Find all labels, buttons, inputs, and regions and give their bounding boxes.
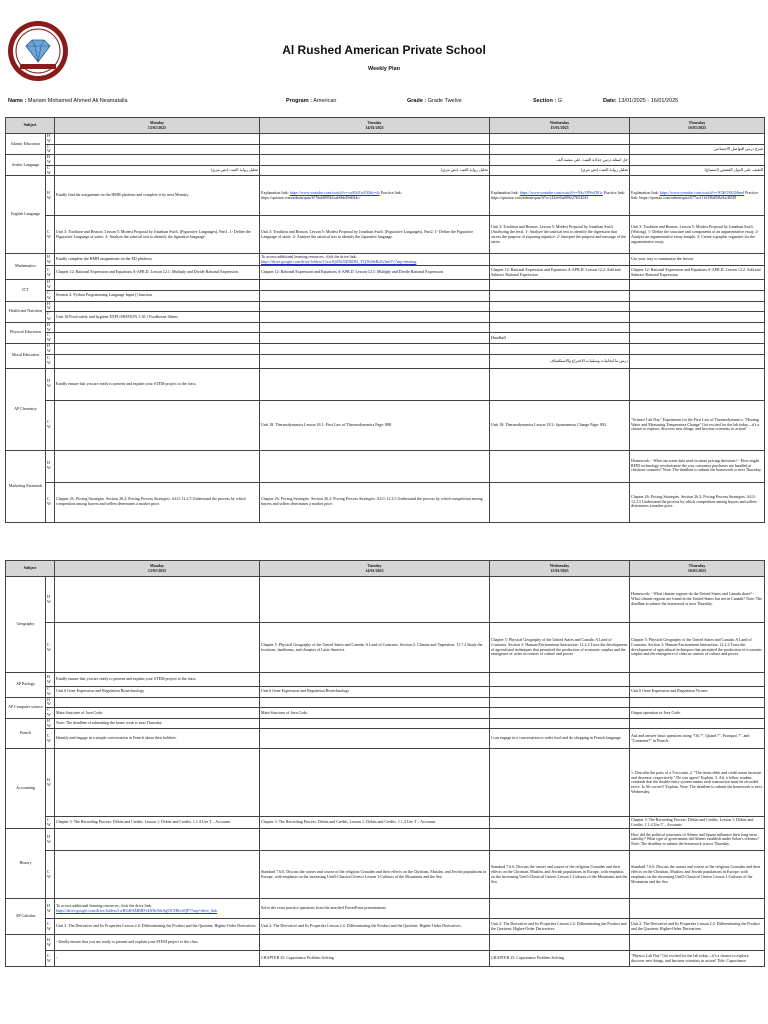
drive-link[interactable]: https://www.youtube.com/watch?v=N3KO3K2Hnnd bbox=[659, 190, 745, 196]
hw-cell bbox=[260, 749, 490, 817]
hw-label: HW bbox=[46, 176, 55, 216]
cw-cell bbox=[55, 354, 260, 368]
hw-cell: حل اسئلة درس جذاذة العيث على منصة ألف bbox=[490, 155, 630, 166]
day-header: Wednesday 15/01/2025 bbox=[490, 118, 630, 134]
cw-cell bbox=[55, 333, 260, 344]
cw-cell bbox=[630, 354, 765, 368]
cw-cell: Standard 7.6.6. Discuss the causes and course of the religious Crusades and their effects on the Christian, Muslim, and Jewish populations in Europe, with emphasis on the increasing Unit5:Classical Greece Lesson 1:Cultures of the Mountains and the Sea bbox=[260, 851, 490, 899]
table-row bbox=[6, 354, 765, 368]
hw-cell bbox=[55, 343, 260, 354]
cw-cell: Chapter 12: Rational Expression and Equations A-APR.D. Lesson 12.1: Multiply and Divide Rational Expression. bbox=[55, 266, 260, 280]
hw-cell bbox=[260, 301, 490, 312]
cw-label: CW bbox=[46, 266, 55, 280]
hw-cell: How did the political structures of Athens and Sparta influence their long-term stability? What type of government did Athens establish under Solon's reforms? Note: The deadline to submit the homework is next Thursday. bbox=[630, 829, 765, 851]
subject-name bbox=[6, 935, 46, 967]
hw-cell bbox=[260, 155, 490, 166]
hw-cell bbox=[260, 935, 490, 951]
cw-label: CW bbox=[46, 354, 55, 368]
hw-cell bbox=[490, 899, 630, 919]
table-row bbox=[6, 851, 765, 899]
cw-cell bbox=[490, 687, 630, 698]
hw-cell bbox=[260, 673, 490, 687]
table-row bbox=[6, 254, 765, 266]
hw-cell: Explanation link: https://www.youtube.com/watch?v=N3KO3K2Hnnd Practice link: https://quizizz.com/admin/quiz/677ac111d196d92bfb246581 bbox=[630, 176, 765, 216]
weekly-plan-table-page2 bbox=[5, 560, 765, 967]
subject-name: Accounting bbox=[6, 749, 46, 829]
hw-cell bbox=[630, 155, 765, 166]
table-row bbox=[6, 266, 765, 280]
cw-cell: Main Structure of Java Code. bbox=[55, 708, 260, 719]
cw-cell: CHAPTER 25: Capacitance Problem Solving bbox=[260, 951, 490, 967]
day-header: Tuesday 14/01/2025 bbox=[260, 561, 490, 577]
hw-cell: To access additional learning resources, click the drive link: https://drive.google.com/drive/folders/13cwfQtf50J4DI0JB2_YQTbMeRcKi3mOV?usp=sharing bbox=[260, 254, 490, 266]
cw-cell bbox=[490, 290, 630, 301]
cw-cell: Chapter 5: Physical Geography of the United States and Canada: A Land of Contrasts. Section 3: Human-Environment Interaction. 12.2.2 Trace the development of agricultural techniques that permitted the production of economic surplus and the emergence of cities as centers of culture and power. bbox=[490, 623, 630, 673]
subject-name: Arabic Language bbox=[6, 155, 46, 176]
cw-cell bbox=[55, 851, 260, 899]
cw-cell bbox=[630, 333, 765, 344]
cw-cell: I can engage in a conversation to order food and do shopping in French language. bbox=[490, 729, 630, 749]
table-row bbox=[6, 216, 765, 254]
cw-cell: درس ما ايجابيات وسلبيات الاختراع والاستكشاف bbox=[490, 354, 630, 368]
cw-cell: Unit 18: Thermodynamics Lesson 18.2: Spontaneous Change Page: 892. bbox=[490, 400, 630, 450]
table-row bbox=[6, 935, 765, 951]
cw-cell bbox=[55, 144, 260, 155]
hw-cell bbox=[490, 718, 630, 729]
cw-cell: Identify and engage in a simple conversation in French about their hobbies. bbox=[55, 729, 260, 749]
cw-cell: Chapter 26: Pricing Strategies. Section 26.2: Pricing Process Strategies. A4.0: 12.2.5 Understand the process by which competition among buyers and sellers determines a market price. bbox=[260, 482, 490, 522]
cw-label: CW bbox=[46, 333, 55, 344]
hw-cell bbox=[260, 280, 490, 291]
cw-label: CW bbox=[46, 708, 55, 719]
hw-cell bbox=[260, 134, 490, 145]
cw-label: CW bbox=[46, 400, 55, 450]
hw-label: HW bbox=[46, 280, 55, 291]
cw-cell: Unit 18: Thermodynamics Lesson 18.1: First Law of Thermodynamics Page: 888. bbox=[260, 400, 490, 450]
cw-label: CW bbox=[46, 919, 55, 935]
cw-cell: Output operation in Java Code. bbox=[630, 708, 765, 719]
hw-cell: Use your way to summarize the lesson. bbox=[630, 254, 765, 266]
subject-name: Mathematics bbox=[6, 254, 46, 280]
day-header: Monday 13/01/2025 bbox=[55, 118, 260, 134]
hw-cell: Solve the extra practice questions from the attached PowerPoint presentations. bbox=[260, 899, 490, 919]
cw-cell: Unit 3: Tradition and Reason. Lesson 5: Modest Proposal by Jonathan Swift. (Writing). 1- Define the structure and components of an argumentative essay. 2- Analyze an argumentative essay sample. 3- Create a graphic organizer for the argumentative essay. bbox=[630, 216, 765, 254]
table-row bbox=[6, 718, 765, 729]
cw-cell: تحليل رواية العيث (نص نثري) bbox=[490, 165, 630, 176]
cw-cell: Chapter 3: The Recording Process: Debits and Credits. Lesson 1: Debits and Credits. 1.1.4 Use T – Accounts bbox=[630, 817, 765, 829]
table-row bbox=[6, 368, 765, 400]
table-row bbox=[6, 343, 765, 354]
cw-cell: Chapter 5: Physical Geography of the United States and Canada: A Land of Contrasts. Section 3: Human-Environment Interaction. 12.2.2 Trace the development of agricultural techniques that permitted the production of economic surplus and the emergence of cities as centers of culture and power. bbox=[630, 623, 765, 673]
cw-label: CW bbox=[46, 216, 55, 254]
cw-label: CW bbox=[46, 817, 55, 829]
subject-name: AP Chemistry bbox=[6, 368, 46, 450]
hw-cell bbox=[630, 718, 765, 729]
hw-cell: Homework: - What are some data used in smart pricing decisions? - How might RFID technology revolutionize the way consumer purchases are handled at checkout counters? Note: The deadline to submit the homework is next Thursday. bbox=[630, 450, 765, 482]
table-row bbox=[6, 749, 765, 817]
table-row bbox=[6, 697, 765, 708]
cw-cell bbox=[490, 482, 630, 522]
date-range: Date: 13/01/2025 - 16/01/2025 bbox=[603, 98, 679, 104]
hw-label: HW bbox=[46, 577, 55, 623]
hw-label: HW bbox=[46, 899, 55, 919]
cw-cell bbox=[260, 354, 490, 368]
cw-cell: التفنف على الدوار القصص (استماع) bbox=[630, 165, 765, 176]
hw-cell bbox=[630, 697, 765, 708]
day-header: Tuesday 14/01/2025 bbox=[260, 118, 490, 134]
hw-cell bbox=[490, 343, 630, 354]
hw-cell bbox=[55, 134, 260, 145]
cw-label: CW bbox=[46, 623, 55, 673]
table-row bbox=[6, 708, 765, 719]
subject-name: AP Biology bbox=[6, 673, 46, 698]
cw-cell bbox=[260, 144, 490, 155]
cw-cell bbox=[630, 312, 765, 323]
cw-cell bbox=[260, 312, 490, 323]
drive-link[interactable]: https://drive.google.com/drive/folders/1wRUdP4MBBFvkNNo9dcSg93CHKxSQF7?usp=drive_link bbox=[56, 907, 218, 913]
cw-cell: Unit 2: The Derivative and Its Properties Lesson 2.4: Differentiating the Product and the Quotient; Higher-Order Derivatives. bbox=[490, 919, 630, 935]
cw-cell: Chapter 12: Rational Expression and Equations A-APR.D. Lesson 12.1: Multiply and Divide Rational Expression bbox=[260, 266, 490, 280]
grade: Grade : Grade Twelve bbox=[407, 98, 462, 104]
hw-cell bbox=[55, 697, 260, 708]
hw-cell bbox=[490, 829, 630, 851]
cw-cell: Chapter 26: Pricing Strategies. Section 26.2: Pricing Process Strategies. A4.0: 12.2.5 Understand the process by which competition among buyers and sellers determines a market price. bbox=[630, 482, 765, 522]
table-row bbox=[6, 577, 765, 623]
cw-cell: Ask and answer basic questions using "Où ?", Quand ?", Pourquoi ?", and "Comment?" in French. bbox=[630, 729, 765, 749]
hw-cell bbox=[630, 280, 765, 291]
cw-cell: "Physics Lab Day" Get excited for the lab today—it's a chance to explore, discover new things, and become scientists in action! Title: Capacitance bbox=[630, 951, 765, 967]
cw-cell: Chapter 3: The Recording Process: Debits and Credits. Lesson 1: Debits and Credits. 1.1.4 Use T – Accounts bbox=[55, 817, 260, 829]
day-header: Wednesday 15/01/2025 bbox=[490, 561, 630, 577]
hw-label: HW bbox=[46, 697, 55, 708]
table-row bbox=[6, 134, 765, 145]
cw-cell: Standard 7.6.6. Discuss the causes and course of the religious Crusades and their effects on the Christian, Muslim, and Jewish populations in Europe, with emphasis on the increasing Unit5:Classical Greece Lesson 1:Cultures of the Mountains and the Sea bbox=[630, 851, 765, 899]
table-row bbox=[6, 673, 765, 687]
hw-cell bbox=[55, 577, 260, 623]
hw-cell: Homework: - What climate regions do the United States and Canada share? - What climate regions are found in the United States but not in Canada? Note: The deadline to submit the homework is next Thursday. bbox=[630, 577, 765, 623]
cw-cell: - bbox=[55, 951, 260, 967]
cw-cell bbox=[490, 144, 630, 155]
cw-cell: Chapter 12: Rational Expression and Equations A-APR.D. Lesson 12.2: Add and Subtract Rational Expression bbox=[490, 266, 630, 280]
table-row bbox=[6, 482, 765, 522]
hw-cell bbox=[490, 697, 630, 708]
hw-cell bbox=[630, 134, 765, 145]
hw-cell bbox=[490, 749, 630, 817]
plan-title: Weekly Plan bbox=[368, 66, 400, 72]
hw-label: HW bbox=[46, 368, 55, 400]
cw-cell: Unit 2: The Derivative and Its Properties Lesson 2.4: Differentiating the Product and the Quotient; Higher-Order Derivatives. bbox=[630, 919, 765, 935]
hw-cell bbox=[630, 343, 765, 354]
subject-name: English Language bbox=[6, 176, 46, 254]
cw-cell bbox=[260, 333, 490, 344]
cw-cell bbox=[55, 623, 260, 673]
subject-name: ICT bbox=[6, 280, 46, 301]
cw-cell: تحليل رواية العيث (نص نثري) bbox=[260, 165, 490, 176]
table-row bbox=[6, 301, 765, 312]
hw-cell bbox=[490, 368, 630, 400]
cw-label: CW bbox=[46, 729, 55, 749]
drive-link[interactable]: https://drive.google.com/drive/folders/13cwfQtf50J4DI0JB2_YQTbMeRcKi3mOV?usp=sharing bbox=[261, 258, 417, 264]
cw-cell: "Science Lab Day" Experiment for the First Law of Thermodynamics: "Heating Water and Measuring Temperature Change" Get excited for the lab today—it's a chance to explore, discover new things, and become scientists in action! bbox=[630, 400, 765, 450]
cw-cell bbox=[260, 729, 490, 749]
table-row bbox=[6, 919, 765, 935]
subject-name: Geography bbox=[6, 577, 46, 673]
hw-cell bbox=[55, 829, 260, 851]
cw-cell bbox=[490, 817, 630, 829]
hw-cell bbox=[260, 718, 490, 729]
hw-cell bbox=[630, 368, 765, 400]
table-row bbox=[6, 951, 765, 967]
hw-cell bbox=[260, 697, 490, 708]
hw-cell: Kindly ensure that you are ready to present and explain your STEM project to the class. bbox=[55, 673, 260, 687]
hw-cell bbox=[630, 673, 765, 687]
hw-label: HW bbox=[46, 155, 55, 166]
cw-cell: تحليل رواية العيث (نص نثري) bbox=[55, 165, 260, 176]
school-name: Al Rushed American Private School bbox=[282, 43, 486, 57]
hw-cell: Kindly ensure that you are ready to present and explain your STEM project to the class. bbox=[55, 368, 260, 400]
table-row bbox=[6, 687, 765, 698]
cw-cell: Standard 7.6.6. Discuss the causes and course of the religious Crusades and their effects on the Christian, Muslim, and Jewish populations in Europe, with emphasis on the increasing Unit5:Classical Greece Lesson 1:Cultures of the Mountains and the Sea bbox=[490, 851, 630, 899]
table-row bbox=[6, 155, 765, 166]
hw-cell: Explanation link: https://www.youtube.com/watch?v=NkcV89wDlGc Practice link: https://quizizz.com/admin/quiz/67cc142fe65a009e27b54243 bbox=[490, 176, 630, 216]
cw-label: CW bbox=[46, 482, 55, 522]
subject-name: Health and Nutrition bbox=[6, 301, 46, 322]
cw-cell bbox=[55, 400, 260, 450]
day-header: Monday 13/01/2025 bbox=[55, 561, 260, 577]
table-row bbox=[6, 729, 765, 749]
cw-cell: Unit 10:Food safety and hygiene EXPLORATION 1:10.1 Foodborne illness bbox=[55, 312, 260, 323]
cw-cell: Unit 6 Gene Expression and Regulation Viruses bbox=[630, 687, 765, 698]
hw-cell bbox=[490, 322, 630, 333]
cw-cell: Chapter 26: Pricing Strategies. Section 26.2: Pricing Process Strategies. A4.0: 12.2.5 Understand the process by which competition among buyers and sellers determines a market price. bbox=[55, 482, 260, 522]
hw-cell bbox=[490, 134, 630, 145]
subject-name: History bbox=[6, 829, 46, 899]
hw-label: HW bbox=[46, 718, 55, 729]
cw-cell: Unit 3: Tradition and Reason. Lesson 5: Modest Proposal by Jonathan Swift. (Figurative Languages), Part1. 1- Define the Figurative Language of satire. 2- Analyze the satirical text to identify the figurative language. bbox=[55, 216, 260, 254]
cw-cell: Main Structure of Java Code. bbox=[260, 708, 490, 719]
student-name: Name : Mariam Mohamed Ahmed Ali Neamatalla bbox=[8, 98, 128, 104]
hw-cell bbox=[490, 673, 630, 687]
table-row bbox=[6, 829, 765, 851]
hw-cell bbox=[55, 155, 260, 166]
hw-cell bbox=[630, 899, 765, 919]
hw-cell bbox=[55, 280, 260, 291]
hw-cell bbox=[260, 368, 490, 400]
subject-name: AP Computer science bbox=[6, 697, 46, 718]
subject-header: Subject bbox=[6, 561, 55, 577]
cw-label: CW bbox=[46, 851, 55, 899]
cw-cell: Chapter 3: The Recording Process: Debits and Credits. Lesson 1: Debits and Credits. 1.1.4 Use T – Accounts bbox=[260, 817, 490, 829]
hw-cell: 1. Describe the parts of a T-account. 2. "The terms debit and credit mean increase and decrease, respectively." Do you agree? Explain. 3. Ali, a fellow student, contends that the double-entry system means each transaction must be recorded twice. Is Ali correct? Explain. Note: The deadline to submit the homework is next Wednesday. bbox=[630, 749, 765, 817]
hw-cell: To access additional learning resources, click the drive link: https://drive.google.com/drive/folders/1wRUdP4MBBFvkNNo9dcSg93CHKxSQF7?usp=drive_link bbox=[55, 899, 260, 919]
hw-cell bbox=[260, 577, 490, 623]
table-row bbox=[6, 400, 765, 450]
hw-label: HW bbox=[46, 322, 55, 333]
cw-cell: Unit 3: Tradition and Reason. Lesson 5: Modest Proposal by Jonathan Swift. (Figurative Languages), Part2. 1- Define the Figurative Language of satire. 2- Analyze the satirical text to identify the figurative language. bbox=[260, 216, 490, 254]
hw-cell bbox=[55, 450, 260, 482]
cw-cell: Chapter 12: Rational Expression and Equations A-APR.D. Lesson 12.2: Add and Subtract Rational Expression bbox=[630, 266, 765, 280]
hw-cell bbox=[490, 254, 630, 266]
cw-cell: Unit 6 Gene Expression and Regulation Biotechnology bbox=[55, 687, 260, 698]
table-row bbox=[6, 290, 765, 301]
hw-label: HW bbox=[46, 134, 55, 145]
hw-label: HW bbox=[46, 450, 55, 482]
cw-cell: Unit 6 Gene Expression and Regulation Biotechnology bbox=[260, 687, 490, 698]
hw-label: HW bbox=[46, 749, 55, 817]
table-row bbox=[6, 623, 765, 673]
program: Program : American bbox=[286, 98, 337, 104]
table-row bbox=[6, 450, 765, 482]
hw-cell: Kindly find the assignment on the HMH platform and complete it by next Monday. bbox=[55, 176, 260, 216]
hw-cell bbox=[630, 301, 765, 312]
subject-header: Subject bbox=[6, 118, 55, 134]
cw-cell: Chapter 5: Physical Geography of the United States and Canada: A Land of Contrasts. Section 2: Climate and Vegetation. 11.7.2 Study the locations, landforms, and climates of Latin America. bbox=[260, 623, 490, 673]
hw-cell bbox=[630, 322, 765, 333]
drive-link[interactable]: https://www.youtube.com/watch?v=-xrKSiTaANI&t=4s bbox=[289, 190, 380, 196]
hw-cell bbox=[260, 450, 490, 482]
weekly-plan-table-page1 bbox=[5, 117, 765, 523]
cw-cell: Unit 2: The Derivative and Its Properties Lesson 2.4: Differentiating the Product and the Quotient; Higher-Order Derivatives. bbox=[260, 919, 490, 935]
subject-name: Moral Education bbox=[6, 343, 46, 368]
hw-label: HW bbox=[46, 673, 55, 687]
cw-label: CW bbox=[46, 165, 55, 176]
hw-cell bbox=[55, 301, 260, 312]
table-row bbox=[6, 280, 765, 291]
hw-cell: Explanation link: https://www.youtube.com/watch?v=-xrKSiTaANI&t=4s Practice link: https://quizizz.com/admin/quiz/675bd4095b5cab0bb49d044c/ bbox=[260, 176, 490, 216]
hw-cell: Kindly complete the HMH assignments on the ED platform. bbox=[55, 254, 260, 266]
cw-cell bbox=[490, 312, 630, 323]
hw-cell bbox=[260, 322, 490, 333]
cw-label: CW bbox=[46, 144, 55, 155]
hw-cell bbox=[630, 935, 765, 951]
hw-cell bbox=[55, 749, 260, 817]
hw-label: HW bbox=[46, 254, 55, 266]
table-row bbox=[6, 176, 765, 216]
hw-cell bbox=[490, 301, 630, 312]
cw-cell: Unit 3: Tradition and Reason. Lesson 5: Modest Proposal by Jonathan Swift. (Analyzing the text). 1- Analyze the satirical text to identify the digression that serves the purpose of exposing injustice. 2- Interpret the purpose and message of the satire. bbox=[490, 216, 630, 254]
hw-cell bbox=[260, 343, 490, 354]
table-row bbox=[6, 817, 765, 829]
section: Section : G bbox=[533, 98, 563, 104]
table-row bbox=[6, 322, 765, 333]
page-header bbox=[0, 0, 768, 112]
hw-cell: - Kindly ensure that you are ready to present and explain your STEM project to the class. bbox=[55, 935, 260, 951]
subject-name: Physical Education bbox=[6, 322, 46, 343]
cw-label: CW bbox=[46, 290, 55, 301]
hw-cell bbox=[490, 935, 630, 951]
cw-cell: CHAPTER 25: Capacitance Problem Solving bbox=[490, 951, 630, 967]
subject-name: Marketing Essentials bbox=[6, 450, 46, 522]
cw-cell bbox=[630, 290, 765, 301]
cw-cell bbox=[490, 708, 630, 719]
subject-name: Islamic Education bbox=[6, 134, 46, 155]
hw-label: HW bbox=[46, 343, 55, 354]
subject-name: AP Calculus bbox=[6, 899, 46, 935]
cw-cell: Unit 2: The Derivative and Its Properties Lesson 2.4: Differentiating the Product and the Quotient; Higher-Order Derivatives. bbox=[55, 919, 260, 935]
cw-cell: شرح درس التواصل الاجتماعي bbox=[630, 144, 765, 155]
cw-cell bbox=[260, 290, 490, 301]
hw-cell bbox=[55, 322, 260, 333]
subject-name: French bbox=[6, 718, 46, 749]
cw-label: CW bbox=[46, 687, 55, 698]
hw-label: HW bbox=[46, 301, 55, 312]
cw-label: CW bbox=[46, 951, 55, 967]
hw-cell bbox=[490, 450, 630, 482]
table-row bbox=[6, 333, 765, 344]
day-header: Thursday 16/01/2025 bbox=[630, 561, 765, 577]
hw-cell: Note: The deadline of submitting the home work is next Thursday. bbox=[55, 718, 260, 729]
hw-cell bbox=[490, 577, 630, 623]
day-header: Thursday 16/01/2025 bbox=[630, 118, 765, 134]
cw-label: CW bbox=[46, 312, 55, 323]
drive-link[interactable]: https://www.youtube.com/watch?v=NkcV89wDlGc bbox=[519, 190, 603, 196]
table-row bbox=[6, 899, 765, 919]
table-row bbox=[6, 165, 765, 176]
cw-cell: Session 2: Python Programming Language Input () function bbox=[55, 290, 260, 301]
hw-label: HW bbox=[46, 935, 55, 951]
table-row bbox=[6, 312, 765, 323]
hw-cell bbox=[490, 280, 630, 291]
table-row bbox=[6, 144, 765, 155]
cw-cell: Handball bbox=[490, 333, 630, 344]
hw-cell bbox=[260, 829, 490, 851]
hw-label: HW bbox=[46, 829, 55, 851]
